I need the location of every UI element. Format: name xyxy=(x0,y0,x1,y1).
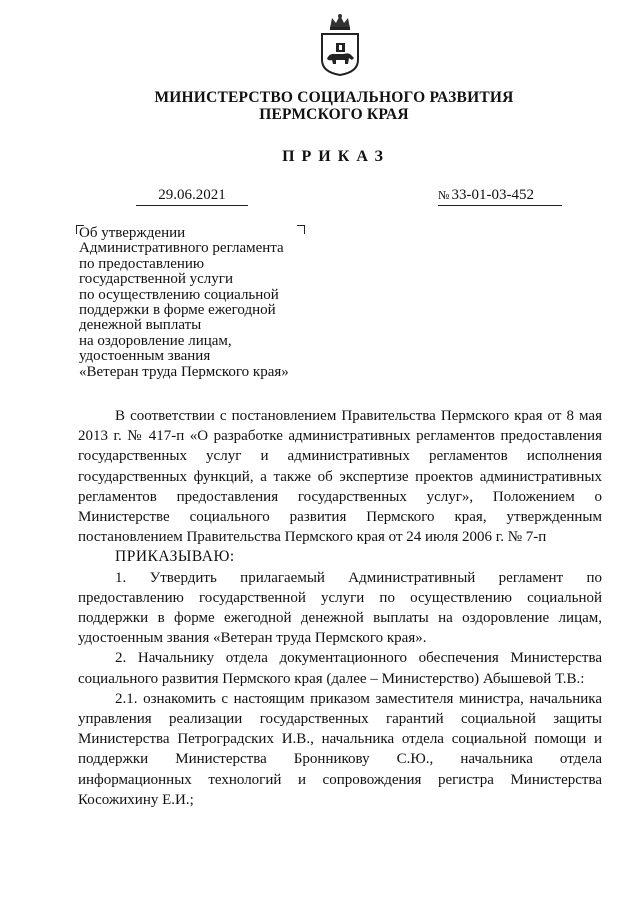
subject-line: удостоенным звания xyxy=(79,348,211,365)
ministry-name xyxy=(0,89,640,123)
document-type-title: ПРИКАЗ xyxy=(282,148,390,165)
subject-line: «Ветеран труда Пермского края» xyxy=(79,363,289,380)
item-2-1-paragraph: 2.1. ознакомить с настоящим приказом заместителя министра, начальника управления реализации государственных гарантий социальной защиты Министерства Петроградских И.В., начальника отдела социальной помощи и поддержки Министерства Бронникову С.Ю., начальника отдела информационных технологий и сопровождения регистра Министерства Косожихину Е.И.; xyxy=(78,690,602,808)
perm-krai-coat-of-arms-icon xyxy=(318,12,362,78)
subject-line: на оздоровление лицам, xyxy=(79,332,232,349)
item-2-paragraph: 2. Начальнику отдела документационного обеспечения Министерства социального развития Пермского края (далее – Министерство) Абышевой Т.В.: xyxy=(78,650,602,687)
number-sign: № xyxy=(438,188,450,202)
subject-line: по предоставлению xyxy=(79,255,205,272)
subject-line: денежной выплаты xyxy=(79,317,202,334)
ministry-name-line1: МИНИСТЕРСТВО СОЦИАЛЬНОГО РАЗВИТИЯ xyxy=(154,89,514,106)
subject-line: Административного регламента xyxy=(79,240,284,257)
order-date: 29.06.2021 xyxy=(136,187,248,206)
preamble-paragraph: В соответствии с постановлением Правительства Пермского края от 8 мая 2013 г. № 417-п «О разработке административных регламентов предоставления государственных услуг и административных регламентов исполнения государственных функций, а также об экспертизе проектов административных регламентов предоставления государственных услуг», Положением о Министерстве социального развития Пермского края, утвержденным постановлением Правительства Пермского края от 24 июля 2006 г. № 7-п xyxy=(78,408,602,546)
subject-line: по осуществлению социальной xyxy=(79,286,279,303)
order-subject xyxy=(79,226,309,380)
subject-line: государственной услуги xyxy=(79,271,233,288)
order-body xyxy=(78,406,602,810)
subject-line: Об утверждении xyxy=(79,225,186,241)
order-number-value: 33-01-03-452 xyxy=(451,187,534,203)
order-word: ПРИКАЗЫВАЮ: xyxy=(115,548,235,566)
subject-line: поддержки в форме ежегодной xyxy=(79,302,276,319)
order-number xyxy=(438,187,562,206)
ministry-name-line2: ПЕРМСКОГО КРАЯ xyxy=(259,106,409,123)
item-1-paragraph: 1. Утвердить прилагаемый Административный регламент по предоставлению государственной услуги по осуществлению социальной поддержки в форме ежегодной денежной выплаты на оздоровление лицам, удостоенным звания «Ветеран труда Пермского края». xyxy=(78,569,602,647)
